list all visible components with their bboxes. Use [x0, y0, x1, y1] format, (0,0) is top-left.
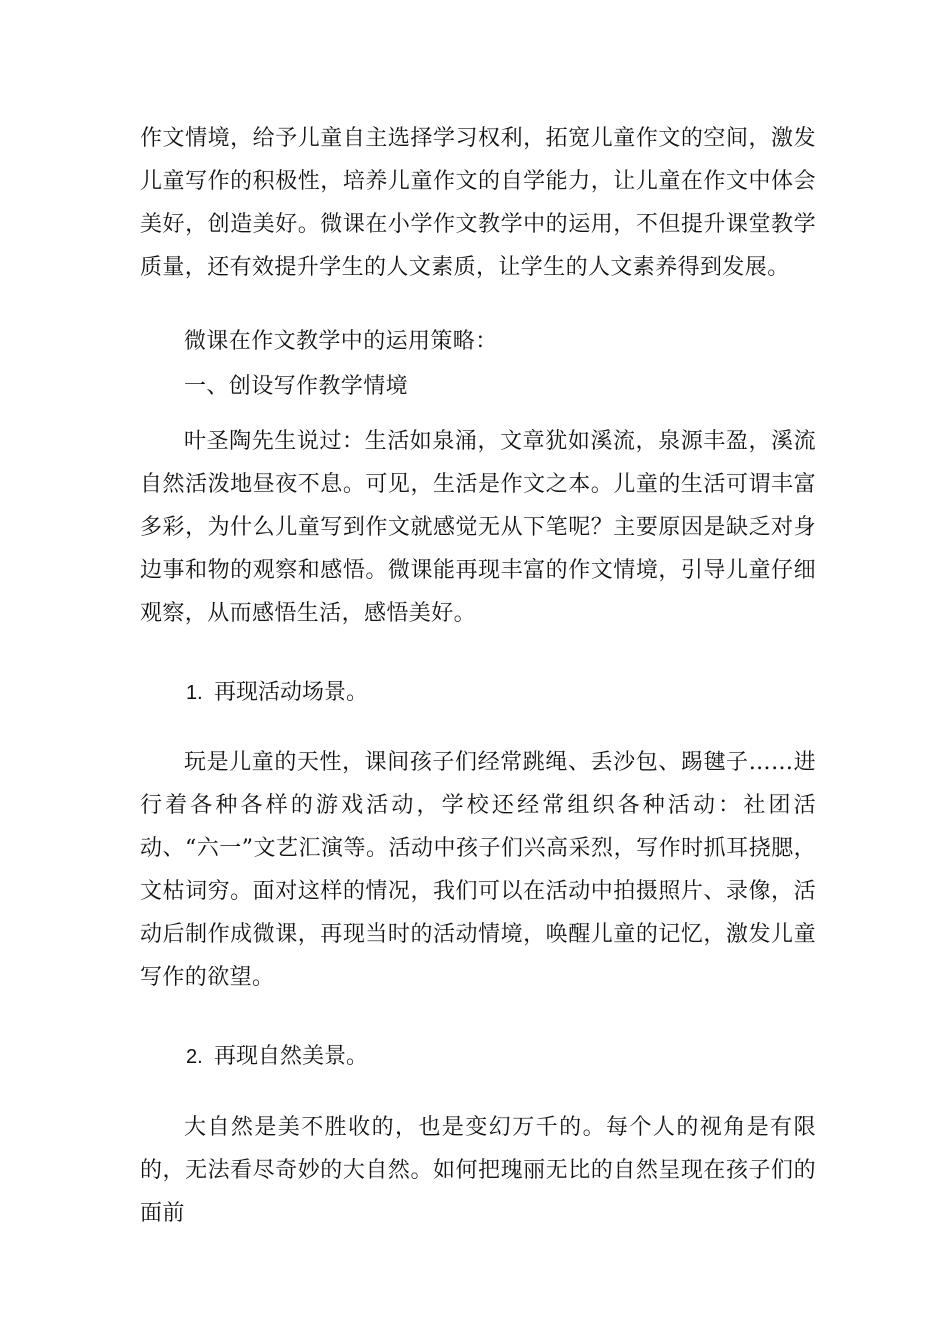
paragraph-activity-scenes: 玩是儿童的天性，课间孩子们经常跳绳、丢沙包、踢毽子……进行着各种各样的游戏活动，学校还经常组织各种活动：社团活动、“六一”文艺汇演等。活动中孩子们兴高采烈，写作时抓耳挠腮，文枯词穷。面对这样的情况，我们可以在活动中拍摄照片、录像，活动后制作成微课，再现当时的活动情境，唤醒儿童的记忆，激发儿童写作的欲望。 — [140, 750, 816, 990]
paragraph-ye-shengtao: 叶圣陶先生说过：生活如泉涌，文章犹如溪流，泉源丰盈，溪流自然活泼地昼夜不息。可见，生活是作文之本。儿童的生活可谓丰富多彩，为什么儿童写到作文就感觉无从下笔呢？主要原因是缺乏对身边事和物的观察和感悟。微课能再现丰富的作文情境，引导儿童仔细观察，从而感悟生活，感悟美好。 — [140, 429, 816, 626]
list-item-label: 再现自然美景。 — [214, 1044, 369, 1069]
list-number: 1. — [186, 682, 203, 704]
section-heading-1: 一、创设写作教学情境 — [184, 374, 409, 399]
list-item-label: 再现活动场景。 — [214, 680, 369, 705]
list-item-2 — [186, 1042, 368, 1072]
paragraph-nature-scenes: 大自然是美不胜收的，也是变幻万千的。每个人的视角是有限的，无法看尽奇妙的大自然。如何把瑰丽无比的自然呈现在孩子们的面前 — [140, 1115, 816, 1226]
list-item-1 — [186, 678, 368, 708]
paragraph-intro: 作文情境，给予儿童自主选择学习权利，拓宽儿童作文的空间，激发儿童写作的积极性，培养儿童作文的自学能力，让儿童在作文中体会美好，创造美好。微课在小学作文教学中的运用，不但提升课堂教学质量，还有效提升学生的人文素质，让学生的人文素养得到发展。 — [140, 126, 816, 280]
paragraph-strategy-heading: 微课在作文教学中的运用策略： — [184, 329, 498, 354]
list-number: 2. — [186, 1046, 203, 1068]
